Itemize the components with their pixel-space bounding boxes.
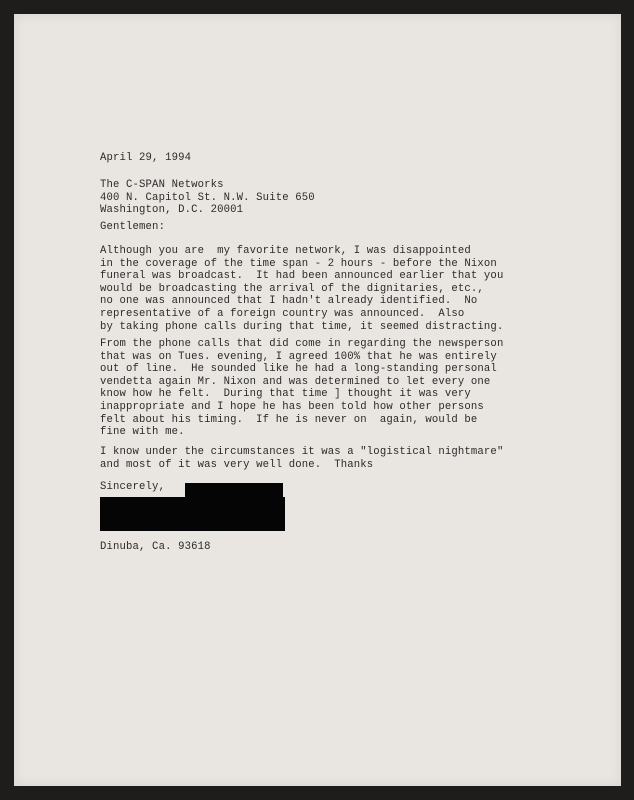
recipient-address: [100, 179, 315, 217]
paragraph-3: I know under the circumstances it was a "logistical nightmare" and most of it was very well done. Thanks: [100, 446, 504, 471]
sender-city-line: Dinuba, Ca. 93618: [100, 541, 211, 553]
recipient-line-3: Washington, D.C. 20001: [100, 204, 244, 217]
recipient-line-1: The C-SPAN Networks: [100, 179, 224, 191]
redaction-block-name-address: [100, 497, 285, 531]
salutation: Gentlemen:: [100, 221, 166, 233]
letter-page: [14, 14, 621, 786]
paragraph-1: Although you are my favorite network, I was disappointed in the coverage of the time span - 2 hours - before the Nixon funeral was broadcast. It had been announced earlier that you would be broadcasting the arrival of the dignitaries, etc., no one was announced that I hadn't already identified. No representative of a foreign country was announced. Also by taking phone calls during that time, it seemed distracting.: [100, 245, 504, 333]
paragraph-2: From the phone calls that did come in regarding the newsperson that was on Tues. evening, I agreed 100% that he was entirely out of line. He sounded like he had a long-standing personal vendetta again Mr. Nixon and was determined to let every one know how he felt. During that time ] thought it was very inappropriate and I hope he has been told how other persons felt about his timing. If he is never on again, would be fine with me.: [100, 338, 504, 439]
closing: Sincerely,: [100, 481, 166, 493]
recipient-line-2: 400 N. Capitol St. N.W. Suite 650: [100, 191, 315, 204]
letter-date: April 29, 1994: [100, 152, 192, 164]
